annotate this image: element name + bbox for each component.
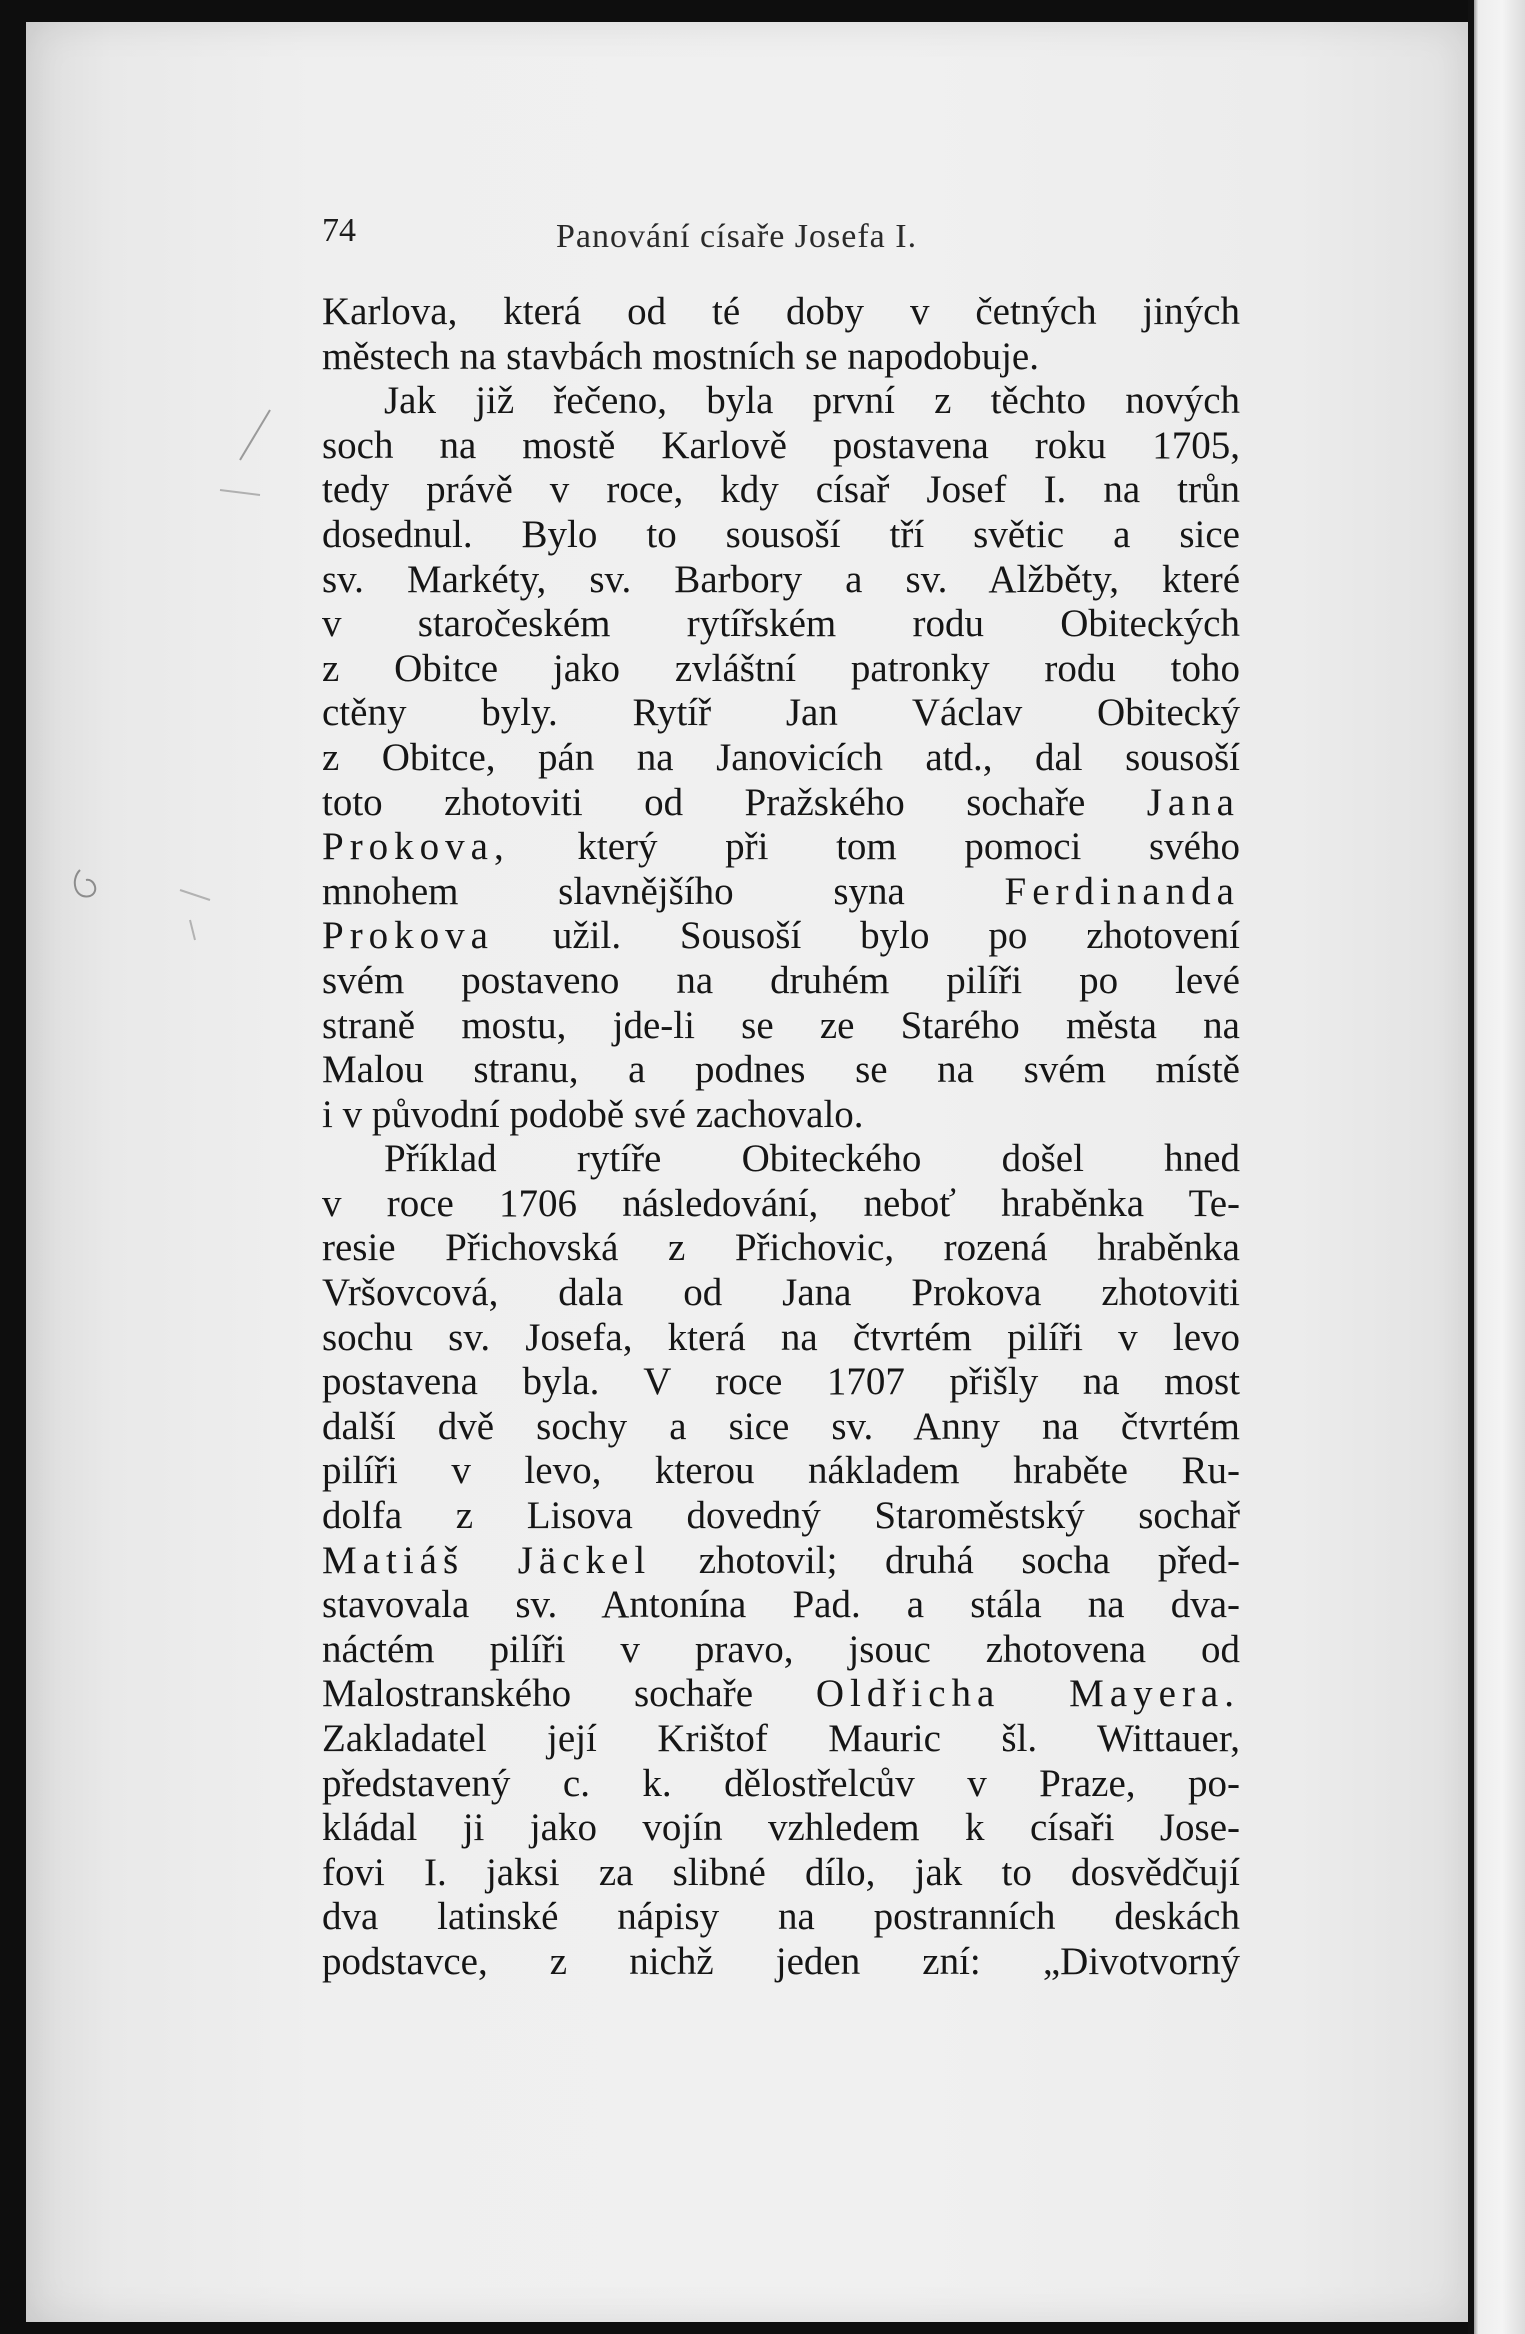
line-text: Karlova, která od té doby v četných jiných <box>322 290 1240 333</box>
text-line <box>322 1316 1240 1361</box>
text-line <box>322 602 1240 647</box>
spaced-name-text: Prokova <box>322 914 494 958</box>
text-line <box>322 379 1240 424</box>
line-text: z Obitce, pán na Janovicích atd., dal sousoší <box>322 735 1240 779</box>
line-text: fovi I. jaksi za slibné dílo, jak to dosvědčují <box>322 1850 1240 1894</box>
line-text: straně mostu, jde-li se ze Starého města na <box>322 1003 1240 1047</box>
line-text: toto zhotoviti od Pražského sochaře <box>322 780 1147 824</box>
text-line <box>322 736 1240 781</box>
line-text: Jak již řečeno, byla první z těchto nových <box>384 379 1240 423</box>
text-line <box>322 513 1240 558</box>
text-line <box>322 691 1240 736</box>
text-line <box>322 1137 1240 1182</box>
text-line <box>322 1583 1240 1628</box>
line-text: Zakladatel její Krištof Mauric šl. Wittauer, <box>322 1717 1240 1760</box>
spaced-name-text: Ferdinanda <box>1004 869 1240 913</box>
text-line <box>322 825 1240 870</box>
text-line <box>322 1405 1240 1450</box>
line-text: tedy právě v roce, kdy císař Josef I. na trůn <box>322 468 1240 512</box>
text-line <box>322 1494 1240 1539</box>
line-text: i v původní podobě své zachovalo. <box>322 1092 864 1136</box>
text-line <box>322 1360 1240 1405</box>
running-title: Panování císaře Josefa I. <box>556 218 918 255</box>
spaced-name-text: Prokova, <box>322 825 510 869</box>
line-text: užil. Sousoší bylo po zhotovení <box>494 914 1240 958</box>
text-line <box>322 558 1240 603</box>
spaced-name-text: Matiáš Jäckel <box>322 1538 652 1582</box>
text-line <box>322 1940 1240 1985</box>
line-text: soch na mostě Karlově postavena roku 1705, <box>322 423 1240 467</box>
text-line <box>322 870 1240 915</box>
line-text: dosednul. Bylo to sousoší tří světic a sice <box>322 512 1240 556</box>
text-line <box>322 781 1240 826</box>
text-line <box>322 1182 1240 1227</box>
margin-pencil-mark <box>200 400 280 510</box>
text-line <box>322 1271 1240 1316</box>
line-text: který při tom pomoci svého <box>509 825 1240 869</box>
line-text: Příklad rytíře Obiteckého došel hned <box>384 1137 1240 1181</box>
line-text: mnohem slavnějšího syna <box>322 869 1005 913</box>
text-line <box>322 959 1240 1004</box>
text-line <box>322 1895 1240 1940</box>
line-text: sochu sv. Josefa, která na čtvrtém pilíři v levo <box>322 1315 1240 1359</box>
text-line <box>322 914 1240 959</box>
line-text: v staročeském rytířském rodu Obiteckých <box>322 602 1240 646</box>
line-text: stavovala sv. Antonína Pad. a stála na dva- <box>322 1583 1240 1627</box>
margin-pencil-scribble <box>60 830 230 950</box>
line-text: podstavce, z nichž jeden zní: „Divotvorný <box>322 1939 1240 1983</box>
next-page-edge <box>1468 0 1525 2334</box>
line-text: představený c. k. dělostřelcův v Praze, po- <box>322 1761 1240 1805</box>
line-text: z Obitce jako zvláštní patronky rodu toho <box>322 646 1240 690</box>
line-text: svém postaveno na druhém pilíři po levé <box>322 958 1240 1002</box>
line-text: resie Přichovská z Přichovic, rozená hraběnka <box>322 1226 1240 1270</box>
page-number: 74 <box>322 212 356 249</box>
text-line <box>322 424 1240 469</box>
text-line <box>322 1048 1240 1093</box>
spaced-name-text: Jana <box>1146 780 1240 824</box>
text-line <box>322 1004 1240 1049</box>
line-text: Malostranského sochaře <box>322 1672 816 1716</box>
text-line <box>322 1539 1240 1584</box>
text-line <box>322 1806 1240 1851</box>
line-text: dva latinské nápisy na postranních deskách <box>322 1895 1240 1939</box>
body-text <box>322 290 1240 1985</box>
text-line <box>322 1449 1240 1494</box>
text-line <box>322 1628 1240 1673</box>
text-line <box>322 647 1240 692</box>
line-text: dolfa z Lisova dovedný Staroměstský sochař <box>322 1494 1240 1538</box>
line-text: zhotovil; druhá socha před- <box>651 1538 1241 1582</box>
book-spine <box>1468 0 1474 2334</box>
line-text: kládal ji jako vojín vzhledem k císaři Jose- <box>322 1806 1240 1850</box>
text-line <box>322 1851 1240 1896</box>
line-text: ctěny byly. Rytíř Jan Václav Obitecký <box>322 691 1240 735</box>
text-line <box>322 1717 1240 1762</box>
line-text: Vršovcová, dala od Jana Prokova zhotoviti <box>322 1271 1240 1315</box>
line-text: další dvě sochy a sice sv. Anny na čtvrtém <box>322 1404 1240 1448</box>
text-line <box>322 1672 1240 1717</box>
text-line <box>322 1762 1240 1807</box>
line-text: městech na stavbách mostních se napodobuje. <box>322 334 1039 378</box>
line-text: náctém pilíři v pravo, jsouc zhotovena od <box>322 1627 1240 1671</box>
line-text: Malou stranu, a podnes se na svém místě <box>322 1048 1240 1092</box>
spaced-name-text: Oldřicha Mayera. <box>815 1672 1240 1716</box>
line-text: postavena byla. V roce 1707 přišly na most <box>322 1360 1240 1404</box>
text-line <box>322 290 1240 335</box>
text-line <box>322 468 1240 513</box>
text-line <box>322 1226 1240 1271</box>
line-text: pilíři v levo, kterou nákladem hraběte Ru- <box>322 1449 1240 1493</box>
line-text: v roce 1706 následování, neboť hraběnka Te- <box>322 1181 1240 1225</box>
line-text: sv. Markéty, sv. Barbory a sv. Alžběty, které <box>322 557 1240 601</box>
text-line <box>322 335 1240 380</box>
text-line <box>322 1093 1240 1138</box>
